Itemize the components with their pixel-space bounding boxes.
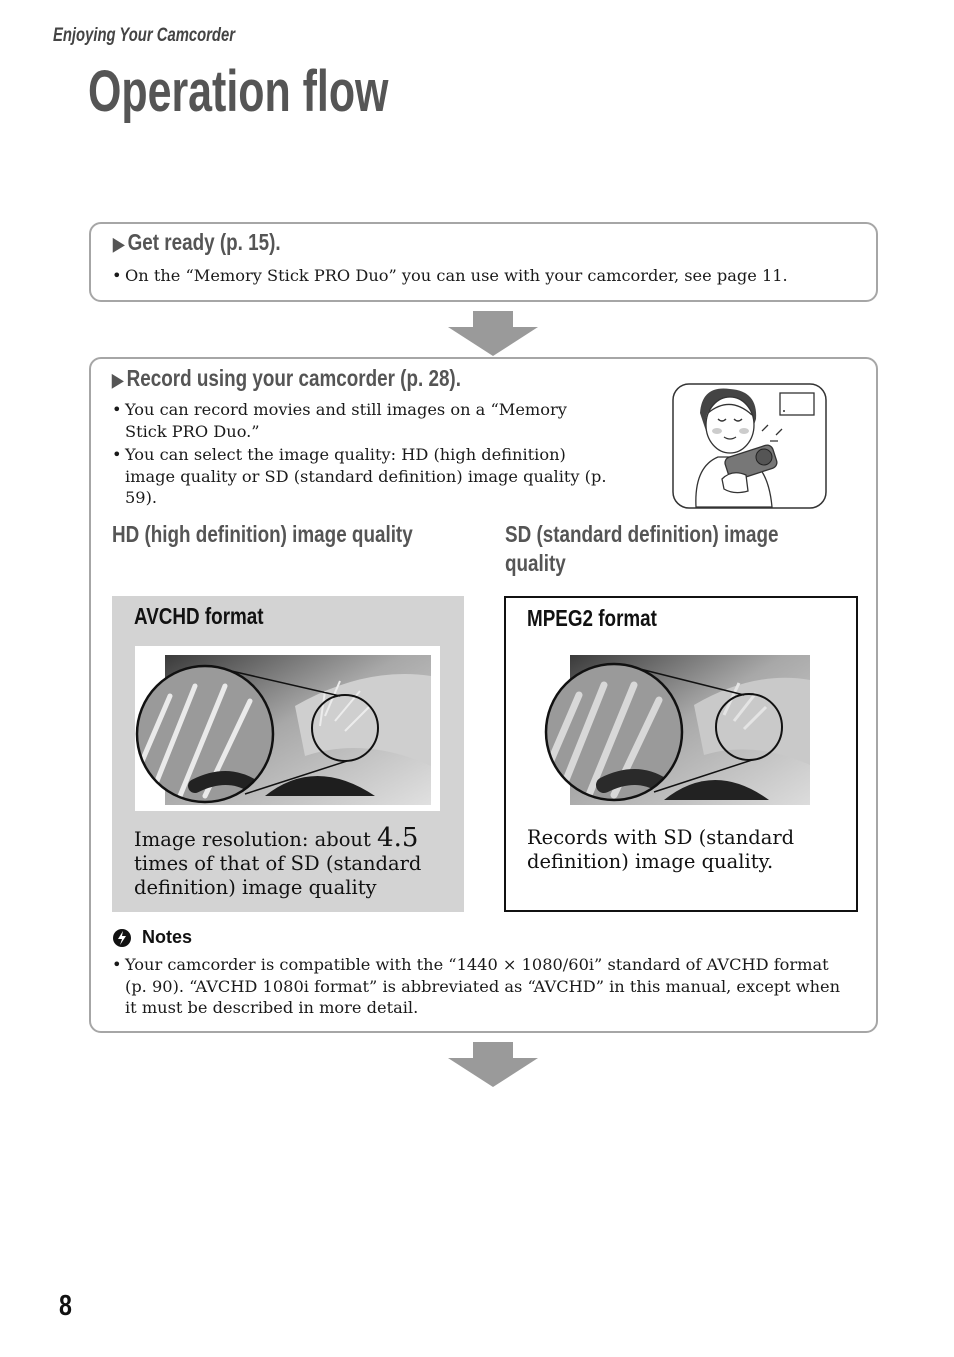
avchd-panel — [112, 596, 464, 912]
notes-label: Notes — [142, 927, 193, 947]
bullet-list — [112, 265, 852, 287]
sd-quality-heading: SD (standard definition) image quality — [505, 521, 779, 576]
page-title: Operation flow — [88, 59, 389, 124]
page-number: 8 — [59, 1290, 72, 1322]
list-item: • You can record movies and still images on a “Memory Stick PRO Duo.” — [112, 399, 612, 442]
step-heading-text: Get ready (p. 15). — [127, 229, 281, 255]
resolution-multiplier: 4.5 — [377, 823, 419, 853]
step-get-ready-box — [89, 222, 878, 302]
right-triangle-icon: ▶ — [112, 370, 124, 390]
avchd-description: Image resolution: about 4.5 times of that of SD (standard definition) image quality — [134, 823, 422, 899]
hd-flower-image — [135, 646, 440, 811]
right-triangle-icon: ▶ — [113, 234, 125, 254]
sd-flower-image — [544, 655, 814, 805]
list-item: • On the “Memory Stick PRO Duo” you can use with your camcorder, see page 11. — [112, 265, 852, 287]
down-arrow-icon — [448, 1042, 538, 1087]
notes-list — [112, 954, 842, 1019]
list-item: • You can select the image quality: HD (high definition) image quality or SD (standard definition) image quality (p. 59). — [112, 444, 612, 509]
hd-quality-heading: HD (high definition) image quality — [112, 521, 413, 547]
step-heading-record — [112, 365, 461, 392]
avchd-format-title: AVCHD format — [134, 603, 264, 629]
bullet-list — [112, 399, 612, 509]
step-heading-get-ready — [113, 229, 281, 256]
down-arrow-icon — [448, 311, 538, 356]
mpeg2-panel — [504, 596, 858, 912]
list-item: • Your camcorder is compatible with the “1440 × 1080/60i” standard of AVCHD format (p. 90). “AVCHD 1080i format” is abbreviated as “AVCHD” in this manual, except when it must be described in more detail. — [112, 954, 842, 1019]
mpeg2-format-title: MPEG2 format — [527, 605, 657, 631]
camcorder-user-illustration — [672, 383, 827, 509]
notes-icon — [112, 928, 132, 948]
step-heading-text: Record using your camcorder (p. 28). — [126, 365, 461, 391]
mpeg2-description: Records with SD (standard definition) image quality. — [527, 826, 795, 873]
section-label: Enjoying Your Camcorder — [53, 25, 235, 46]
